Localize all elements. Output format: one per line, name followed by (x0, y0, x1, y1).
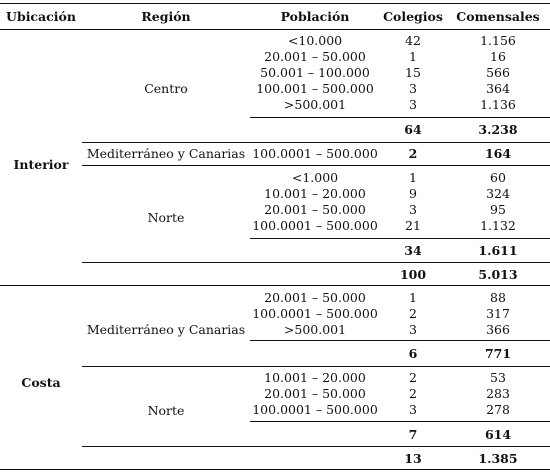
comensales-cell: 5.013 (478, 267, 518, 282)
poblacion-cell: 10.001 – 20.000 (264, 186, 366, 201)
comensales-cell: 283 (486, 386, 510, 401)
colegios-cell: 2 (409, 386, 417, 401)
header-poblacion: Población (280, 9, 350, 24)
region-rule (82, 165, 550, 166)
comensales-cell: 364 (486, 81, 510, 96)
poblacion-cell: 20.001 – 50.000 (264, 290, 366, 305)
colegios-cell: 3 (409, 202, 417, 217)
group-rule (0, 285, 550, 286)
header-colegios: Colegios (383, 9, 443, 24)
header-comensales: Comensales (456, 9, 540, 24)
comensales-cell: 164 (484, 146, 512, 161)
region-rule (82, 446, 550, 447)
ubicacion-label: Costa (21, 375, 61, 390)
table-top-rule (0, 3, 550, 4)
colegios-cell: 9 (409, 186, 417, 201)
colegios-cell: 3 (409, 402, 417, 417)
comensales-cell: 566 (486, 65, 510, 80)
colegios-cell: 34 (404, 243, 422, 258)
colegios-cell: 3 (409, 97, 417, 112)
colegios-cell: 3 (409, 81, 417, 96)
colegios-cell: 7 (408, 427, 418, 442)
colegios-cell: 15 (405, 65, 421, 80)
poblacion-cell: <1.000 (291, 170, 339, 185)
comensales-cell: 1.611 (478, 243, 518, 258)
region-rule (82, 142, 550, 143)
poblacion-cell: 20.001 – 50.000 (264, 49, 366, 64)
colegios-cell: 13 (404, 451, 422, 466)
comensales-cell: 771 (484, 346, 512, 361)
poblacion-cell: >500.001 (283, 97, 347, 112)
comensales-cell: 278 (486, 402, 510, 417)
comensales-cell: 88 (490, 290, 506, 305)
header-ubicacion: Ubicación (6, 9, 76, 24)
comensales-cell: 1.156 (480, 33, 516, 48)
ubicacion-label: Interior (13, 157, 69, 172)
region-label: Mediterráneo y Canarias (86, 322, 246, 337)
comensales-cell: 317 (486, 306, 510, 321)
colegios-cell: 1 (409, 290, 417, 305)
region-label: Mediterráneo y Canarias (86, 146, 246, 161)
poblacion-cell: 100.0001 – 500.000 (252, 146, 378, 161)
comensales-cell: 1.132 (480, 218, 516, 233)
comensales-cell: 1.385 (478, 451, 518, 466)
colegios-cell: 42 (405, 33, 421, 48)
table-bottom-rule (0, 469, 550, 470)
colegios-cell: 2 (409, 306, 417, 321)
colegios-cell: 6 (408, 346, 418, 361)
comensales-cell: 1.136 (480, 97, 516, 112)
poblacion-cell: 100.0001 – 500.000 (252, 306, 378, 321)
poblacion-cell: 100.001 – 500.000 (256, 81, 374, 96)
region-label: Centro (144, 81, 188, 96)
comensales-cell: 95 (490, 202, 506, 217)
comensales-cell: 614 (484, 427, 512, 442)
comensales-cell: 324 (486, 186, 510, 201)
poblacion-cell: 100.0001 – 500.000 (252, 218, 378, 233)
colegios-cell: 3 (409, 322, 417, 337)
comensales-cell: 16 (490, 49, 506, 64)
comensales-cell: 53 (490, 370, 506, 385)
region-label: Norte (147, 403, 185, 418)
poblacion-cell: <10.000 (287, 33, 343, 48)
comensales-cell: 366 (486, 322, 510, 337)
poblacion-cell: 20.001 – 50.000 (264, 386, 366, 401)
colegios-cell: 1 (409, 170, 417, 185)
region-rule (82, 366, 550, 367)
colegios-cell: 21 (405, 218, 421, 233)
poblacion-cell: 20.001 – 50.000 (264, 202, 366, 217)
region-rule (82, 262, 550, 263)
header-region: Región (141, 9, 191, 24)
poblacion-cell: >500.001 (283, 322, 347, 337)
poblacion-cell: 100.0001 – 500.000 (252, 402, 378, 417)
colegios-cell: 2 (408, 146, 418, 161)
region-label: Norte (147, 210, 185, 225)
colegios-cell: 100 (399, 267, 427, 282)
comensales-cell: 60 (490, 170, 506, 185)
comensales-cell: 3.238 (478, 122, 518, 137)
poblacion-cell: 10.001 – 20.000 (264, 370, 366, 385)
subtotal-rule (250, 421, 550, 422)
subtotal-rule (250, 238, 550, 239)
colegios-cell: 64 (404, 122, 422, 137)
colegios-cell: 1 (409, 49, 417, 64)
subtotal-rule (250, 340, 550, 341)
colegios-cell: 2 (409, 370, 417, 385)
header-rule (0, 29, 550, 30)
poblacion-cell: 50.001 – 100.000 (260, 65, 370, 80)
subtotal-rule (250, 117, 550, 118)
